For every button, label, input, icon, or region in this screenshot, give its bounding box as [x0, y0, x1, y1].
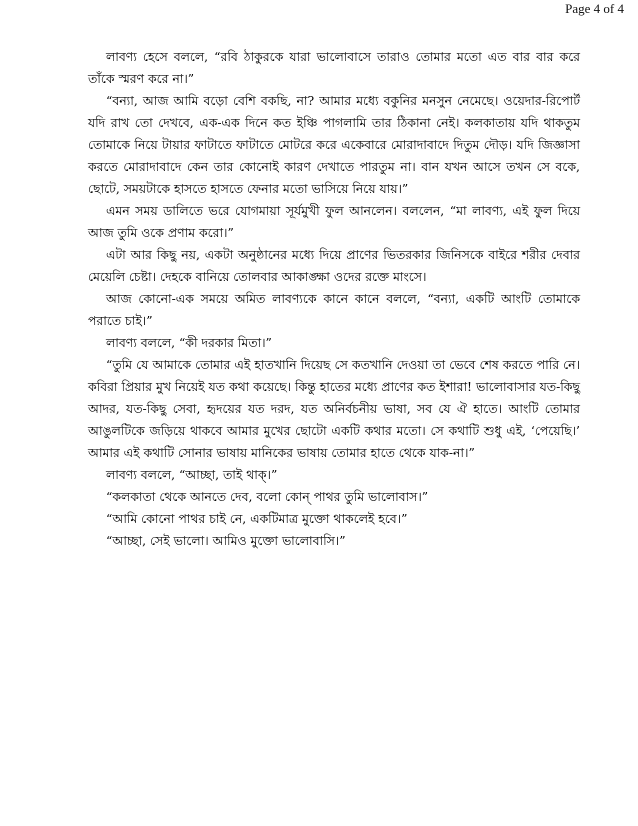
- paragraph: এমন সময় ডালিতে ভরে যোগমায়া সূর্যমুখী ফুল আনলেন। বললেন, “মা লাবণ্য, এই ফুল দিয়ে আজ তুমি ওকে প্রণাম করো।”: [88, 203, 580, 240]
- page-number: Page 4 of 4: [565, 1, 624, 16]
- paragraph: “কলকাতা থেকে আনতে দেব, বলো কোন্ পাথর তুমি ভালোবাস।”: [106, 489, 429, 504]
- paragraph: “তুমি যে আমাকে তোমার এই হাতখানি দিয়েছ সে কতখানি দেওয়া তা ভেবে শেষ করতে পারি নে। কবিরা প্রিয়ার মুখ নিয়েই যত কথা কয়েছে। কিন্তু হাতের মধ্যে প্রাণের কত ইশারা! ভালোবাসার যত-কিছু আদর, যত-কিছু সেবা, হৃদয়ের যত দরদ, যত অনির্বচনীয় ভাষা, সব যে ঐ হাতে। আংটি তোমার আঙুলটিকে জড়িয়ে থাকবে আমার মুখের ছোটো একটি কথার মতো। সে কথাটি শুধু এই, ‘পেয়েছি।’ আমার এই কথাটি সোনার ভাষায় মানিকের ভাষায় তোমার হাতে থেকে যাক-না।”: [88, 357, 580, 460]
- paragraph: লাবণ্য বললে, “আচ্ছা, তাই থাক্।”: [106, 467, 278, 482]
- document-body: [88, 46, 580, 552]
- paragraph: লাবণ্য বললে, “কী দরকার মিতা।”: [106, 335, 272, 350]
- paragraph: “আচ্ছা, সেই ভালো। আমিও মুক্তো ভালোবাসি।”: [106, 533, 346, 548]
- paragraph: এটা আর কিছু নয়, একটা অনুষ্ঠানের মধ্যে দিয়ে প্রাণের ভিতরকার জিনিসকে বাইরে শরীর দেবার মেয়েলি চেষ্টা। দেহকে বানিয়ে তোলবার আকাঙ্ক্ষা ওদের রক্তে মাংসে।: [88, 247, 580, 284]
- paragraph: আজ কোনো-এক সময়ে অমিত লাবণ্যকে কানে কানে বললে, “বন্যা, একটি আংটি তোমাকে পরাতে চাই।”: [88, 291, 580, 328]
- paragraph: “আমি কোনো পাথর চাই নে, একটিমাত্র মুক্তো থাকলেই হবে।”: [106, 511, 408, 526]
- paragraph: “বন্যা, আজ আমি বড়ো বেশি বকছি, না? আমার মধ্যে বকুনির মনসুন নেমেছে। ওয়েদার-রিপোর্ট যদি রাখ তো দেখবে, এক-এক দিনে কত ইঞ্চি পাগলামি তার ঠিকানা নেই। কলকাতায় যদি থাকতুম তোমাকে নিয়ে টায়ার ফাটাতে ফাটাতে মোটরে করে একেবারে মোরাদাবাদে দিতুম দৌড়। যদি জিজ্ঞাসা করতে মোরাদাবাদে কেন তার কোনোই কারণ দেখাতে পারতুম না। বান যখন আসে তখন সে বকে, ছোটে, সময়টাকে হাসতে হাসতে ফেনার মতো ভাসিয়ে নিয়ে যায়।”: [88, 93, 580, 196]
- paragraph: লাবণ্য হেসে বললে, “রবি ঠাকুরকে যারা ভালোবাসে তারাও তোমার মতো এত বার বার করে তাঁকে স্মরণ করে না।”: [88, 49, 580, 86]
